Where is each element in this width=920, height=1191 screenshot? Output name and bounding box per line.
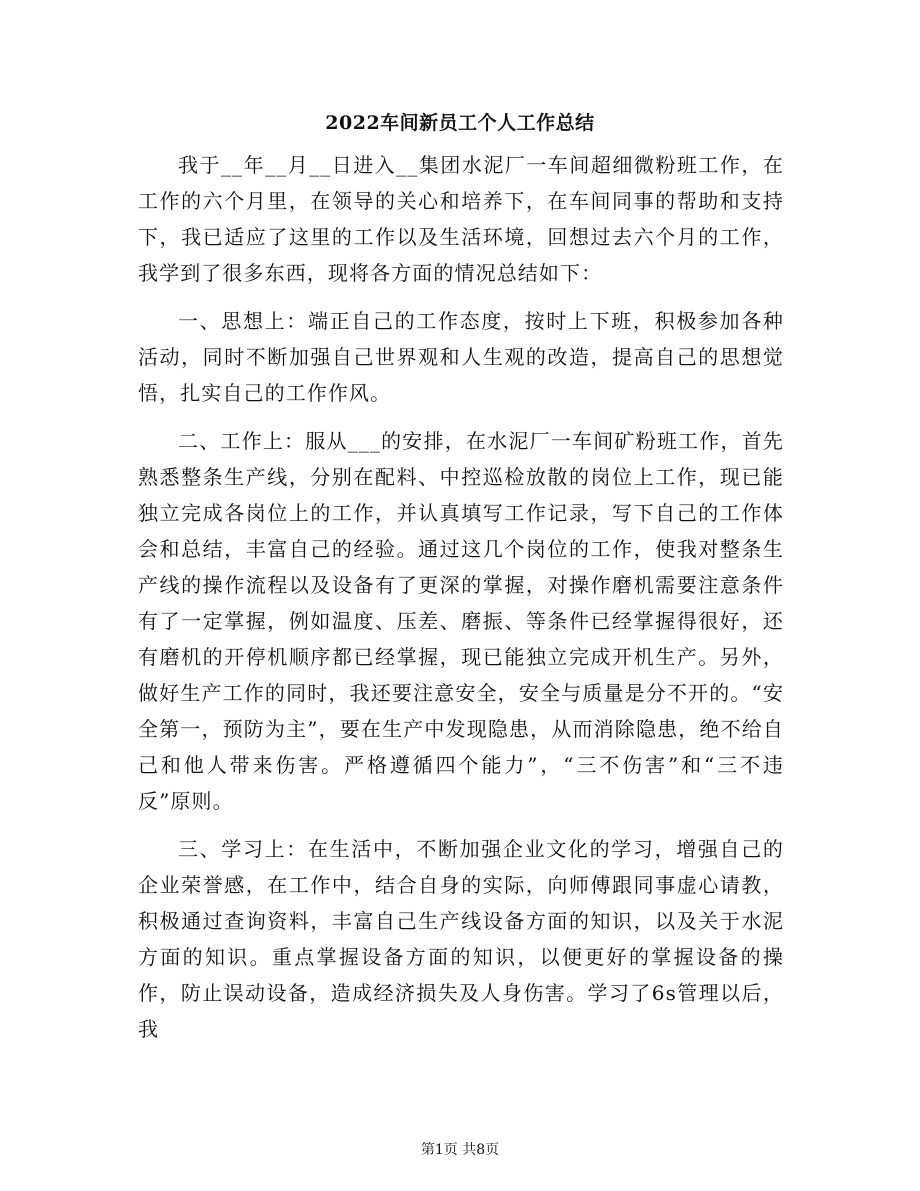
document-title: 2022车间新员工个人工作总结 — [325, 112, 595, 134]
paragraph-thought: 一、思想上：端正自己的工作态度，按时上下班，积极参加各种活动，同时不断加强自己世界观和人生观的改造，提高自己的思想觉悟，扎实自己的工作作风。 — [138, 309, 784, 405]
paragraph-work: 二、工作上：服从___的安排，在水泥厂一车间矿粉班工作，首先熟悉整条生产线，分别在配料、中控巡检放散的岗位上工作，现已能独立完成各岗位上的工作，并认真填写工作记录，写下自己的工作体会和总结，丰富自己的经验。通过这几个岗位的工作，使我对整条生产线的操作流程以及设备有了更深的掌握，对操作磨机需要注意条件有了一定掌握，例如温度、压差、磨振、等条件已经掌握得很好，还有磨机的开停机顺序都已经掌握，现已能独立完成开机生产。另外，做好生产工作的同时，我还要注意安全，安全与质量是分不开的。“安全第一，预防为主”，要在生产中发现隐患，从而消除隐患，绝不给自己和他人带来伤害。严格遵循四个能力”，“三不伤害”和“三不违反”原则。 — [138, 429, 784, 813]
paragraph-intro: 我于__年__月__日进入__集团水泥厂一车间超细微粉班工作，在工作的六个月里，在领导的关心和培养下，在车间同事的帮助和支持下，我已适应了这里的工作以及生活环境，回想过去六个月的工作，我学到了很多东西，现将各方面的情况总结如下： — [138, 153, 784, 285]
paragraph-study: 三、学习上：在生活中，不断加强企业文化的学习，增强自己的企业荣誉感，在工作中，结合自身的实际，向师傅跟同事虚心请教，积极通过查询资料，丰富自己生产线设备方面的知识，以及关于水泥方面的知识。重点掌握设备方面的知识，以便更好的掌握设备的操作，防止误动设备，造成经济损失及人身伤害。学习了6s管理以后，我 — [138, 837, 784, 1041]
document-body — [138, 147, 784, 1059]
page-footer: 第1页 共8页 — [420, 1142, 500, 1158]
